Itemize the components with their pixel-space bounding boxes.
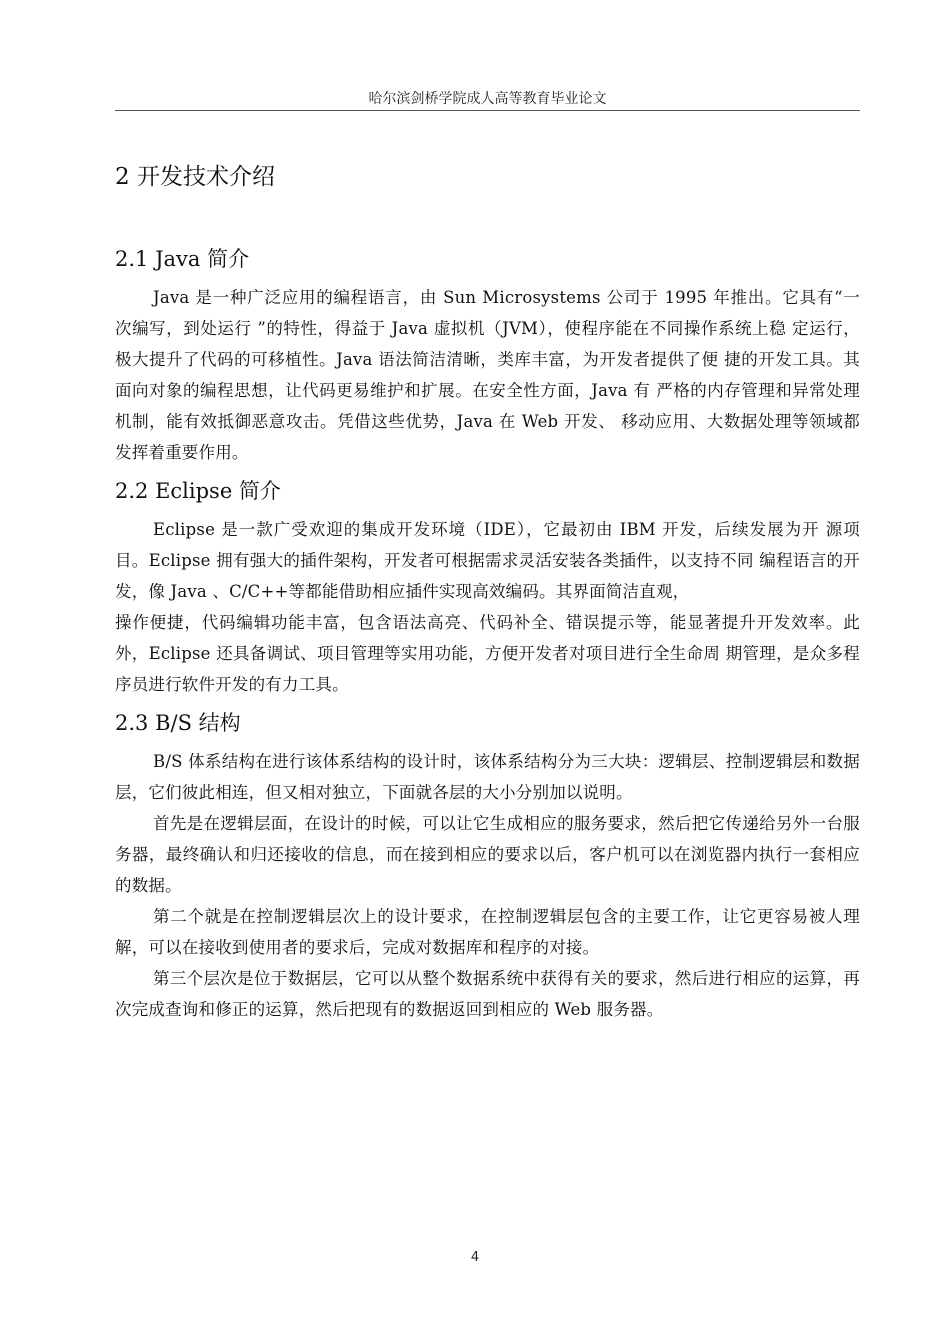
paragraph: Java 是一种广泛应用的编程语言，由 Sun Microsystems 公司于 1995 年推出。它具有“一 次编写，到处运行 ”的特性，得益于 Java 虚拟机（JVM），使程序能在不同操作系统上稳 定运行，极大提升了代码的可移植性。Java 语法简洁清晰，类库丰富，为开发者提供了便 捷的开发工具。其面向对象的编程思想，让代码更易维护和扩展。在安全性方面，Java 有 严格的内存管理和异常处理机制，能有效抵御恶意攻击。凭借这些优势，Java 在 Web 开发、 移动应用、大数据处理等领域都发挥着重要作用。 (115, 288, 860, 462)
header-divider (115, 110, 860, 111)
paragraph: B/S 体系结构在进行该体系结构的设计时，该体系结构分为三大块：逻辑层、控制逻辑层和数据层，它们彼此相连，但又相对独立，下面就各层的大小分别加以说明。 (115, 752, 860, 802)
section-java (115, 244, 860, 468)
page-number: 4 (470, 1250, 480, 1265)
section-title-java: 2.1 Java 简介 (115, 247, 250, 271)
page-header: 哈尔滨剑桥学院成人高等教育毕业论文 (368, 91, 607, 107)
section-eclipse (115, 476, 860, 700)
section-bs-structure (115, 708, 860, 1025)
paragraph: 首先是在逻辑层面，在设计的时候，可以让它生成相应的服务要求，然后把它传递给另外一台服务器，最终确认和归还接收的信息，而在接到相应的要求以后，客户机可以在浏览器内执行一套相应的数据。 (115, 814, 860, 895)
paragraph: 操作便捷，代码编辑功能丰富，包含语法高亮、代码补全、错误提示等，能显著提升开发效率。此外，Eclipse 还具备调试、项目管理等实用功能，方便开发者对项目进行全生命周 期管理，是众多程序员进行软件开发的有力工具。 (115, 613, 860, 694)
section-title-bs: 2.3 B/S 结构 (115, 711, 241, 735)
paragraph: 第三个层次是位于数据层，它可以从整个数据系统中获得有关的要求，然后进行相应的运算，再次完成查询和修正的运算，然后把现有的数据返回到相应的 Web 服务器。 (115, 969, 860, 1019)
paragraph: 第二个就是在控制逻辑层次上的设计要求，在控制逻辑层包含的主要工作，让它更容易被人理解，可以在接收到使用者的要求后，完成对数据库和程序的对接。 (115, 907, 860, 957)
section-title-eclipse: 2.2 Eclipse 简介 (115, 479, 281, 503)
paragraph: Eclipse 是一款广受欢迎的集成开发环境（IDE），它最初由 IBM 开发，后续发展为开 源项目。Eclipse 拥有强大的插件架构，开发者可根据需求灵活安装各类插件，以支持不同 编程语言的开发，像 Java 、C/C++等都能借助相应插件实现高效编码。其界面简洁直观， (115, 520, 860, 601)
chapter-title: 2 开发技术介绍 (115, 164, 275, 190)
document-body (115, 150, 860, 1033)
